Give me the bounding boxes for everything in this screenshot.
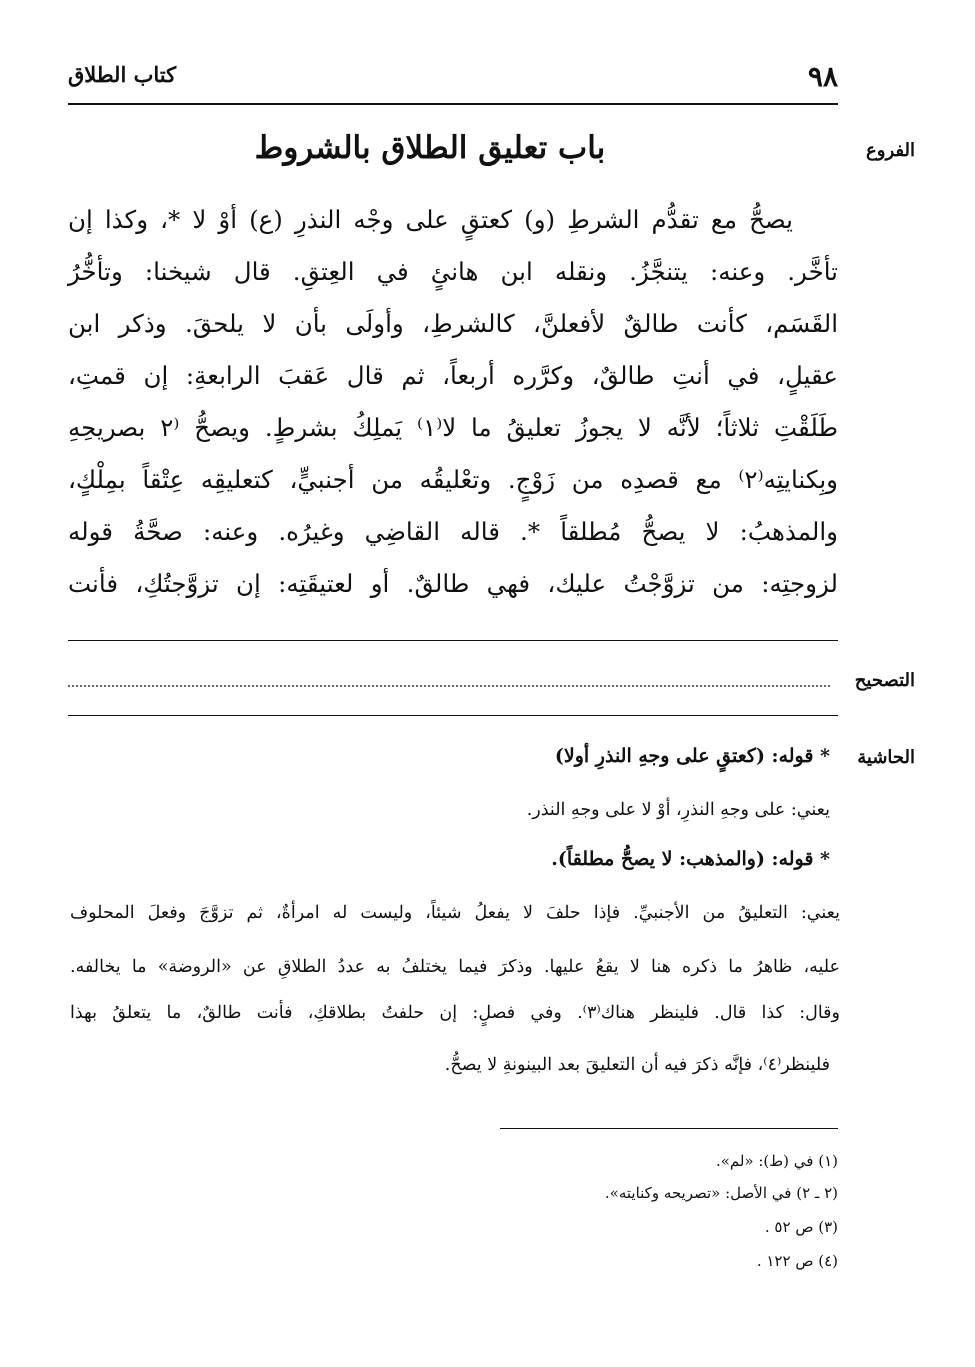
- running-head: كتاب الطلاق: [68, 62, 177, 87]
- gloss-line: عليه، ظاهرُ ما ذكره هنا لا يقعُ عليها. وذكرَ فيما يختلفُ به عددُ الطلاقِ عن «الروضة» ما يخالفه.: [70, 957, 840, 977]
- gloss-heading: * قوله: (والمذهب: لا يصحُّ مطلقاً).: [551, 848, 830, 870]
- side-label-correction: التصحيح: [854, 670, 915, 691]
- main-text-line: القَسَم، كأنت طالقٌ لأفعلنَّ، كالشرطِ، وأولَى بأن لا يلحقَ. وذكر ابن: [68, 309, 838, 338]
- footnote: (٤) ص ١٢٢ .: [756, 1252, 838, 1270]
- side-label-branches: الفروع: [866, 140, 915, 161]
- correction-bottom-rule: [68, 715, 838, 716]
- footnote: (١) في (ط): «لم».: [715, 1152, 838, 1170]
- gloss-line: يعني: التعليقُ من الأجنبيِّ. فإذا حلفَ لا يفعلُ شيئاً، وليست له امرأةٌ، ثم تزوَّجَ وفعلَ المحلوف: [70, 903, 840, 923]
- gloss-line: وقال: كذا قال. فلينظر هناك⁽٣⁾. وفي فصلٍ: إن حلفتُ بطلاقكِ، فأنت طالقٌ، ما يتعلقُ بهذا: [70, 1003, 840, 1023]
- correction-top-rule: [68, 640, 838, 641]
- correction-dotted-rule: [68, 685, 830, 687]
- page-number: ٩٨: [807, 60, 838, 93]
- footnote: (٣) ص ٥٢ .: [764, 1218, 838, 1236]
- footnote-rule: [500, 1128, 838, 1129]
- main-text-line: وبِكنايتِه⁽٢⁾ مع قصدِه من زَوْجٍ. وتعْليقُه من أجنبيٍّ، كتعليقِه عِتْقاً بمِلْكٍ،: [68, 465, 838, 494]
- main-text-line: يصحُّ مع تقدُّم الشرطِ (و) كعتقٍ على وجْه النذرِ (ع) أوْ لا *، وكذا إن: [68, 205, 793, 234]
- side-label-gloss: الحاشية: [857, 747, 915, 768]
- gloss-heading: * قوله: (كعتقٍ على وجهِ النذرِ أولا): [554, 745, 830, 767]
- main-text-line: تأخَّر. وعنه: يتنجَّزُ. ونقله ابن هانئٍ في العِتقِ. قال شيخنا: وتأخُّرُ: [68, 257, 838, 286]
- main-text-line: والمذهبُ: لا يصحُّ مُطلقاً *. قاله القاضِي وغيرُه. وعنه: صحَّةُ قوله: [68, 517, 838, 546]
- gloss-line: فلينظر⁽٤⁾، فإنَّه ذكرَ فيه أن التعليقَ بعد البينونةِ لا يصحُّ.: [444, 1055, 830, 1075]
- main-text-line: عقيلٍ، في أنتِ طالقٌ، وكرَّره أربعاً، ثم قال عَقبَ الرابعةِ: إن قمتِ،: [68, 361, 838, 390]
- chapter-title: باب تعليق الطلاق بالشروط: [254, 130, 606, 166]
- gloss-line: يعني: على وجهِ النذرِ، أوْ لا على وجهِ النذر.: [526, 800, 830, 820]
- main-text-line: لزوجتِه: من تزوَّجْتُ عليك، فهي طالقٌ. أو لعتيقَتِه: إن تزوَّجتُكِ، فأنت: [68, 569, 838, 598]
- main-text-line: طَلَقْتِ ثلاثاً؛ لأنَّه لا يجوزُ تعليقُ ما لا⁽١⁾ يَملِكُ بشرطٍ. ويصحُّ ⁽٢ بصريحِهِ: [68, 413, 839, 442]
- footnote: (٢ ـ ٢) في الأصل: «تصريحه وكنايته».: [604, 1184, 838, 1202]
- header-rule: [68, 103, 838, 105]
